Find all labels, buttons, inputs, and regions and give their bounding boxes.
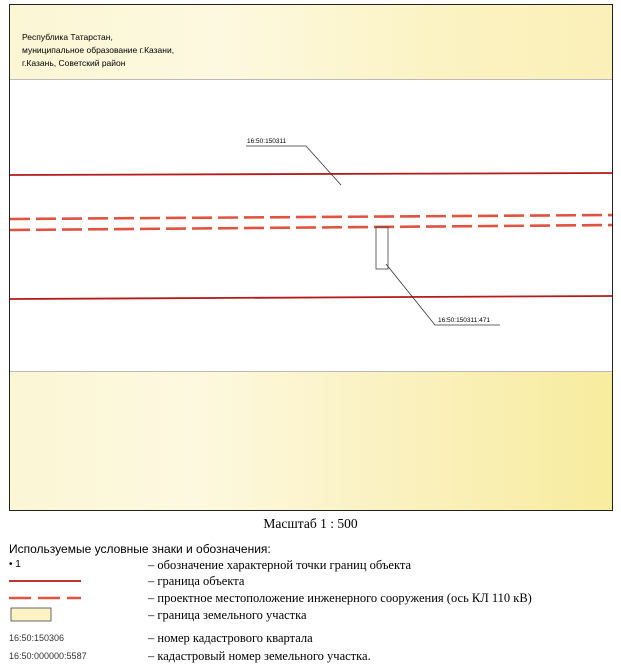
quarter-code-symbol: 16:50:150306 <box>9 633 65 643</box>
legend-row-boundary <box>0 573 621 589</box>
legend-text-quarter: – номер кадастрового квартала <box>148 631 313 645</box>
legend-row-cadastral <box>0 648 621 664</box>
parcel-leader-line <box>386 264 500 325</box>
parcel-code-symbol: 16:50:000000:5587 <box>9 651 87 661</box>
legend-row-axis <box>0 590 621 606</box>
scale-text: Масштаб 1 : 500 <box>263 516 358 531</box>
legend-title: Используемые условные знаки и обозначения: <box>9 542 271 556</box>
parcel-rectangle <box>376 227 388 269</box>
parcel-label: 16:50:150311:471 <box>438 317 490 324</box>
legend-text-parcel: – граница земельного участка <box>148 608 307 622</box>
map-frame <box>9 4 613 511</box>
parcel-boundary-symbol <box>9 607 81 623</box>
legend-text-point: – обозначение характерной точки границ объекта <box>148 558 412 572</box>
cable-axis-line-1 <box>10 215 613 219</box>
location-line-1: Республика Татарстан, <box>22 32 113 42</box>
legend-row-quarter <box>0 630 621 646</box>
object-boundary-top <box>10 173 613 175</box>
point-symbol: • 1 <box>9 559 21 570</box>
location-line-3: г.Казань, Советский район <box>22 58 126 68</box>
axis-line-symbol <box>9 590 81 606</box>
boundary-line-symbol <box>9 573 81 589</box>
legend-row-point <box>0 557 621 573</box>
location-line-2: муниципальное образование г.Казани, <box>22 45 175 55</box>
object-boundary-bottom <box>10 296 613 299</box>
legend-row-parcel <box>0 607 621 623</box>
legend-text-cadastral: – кадастровый номер земельного участка. <box>148 649 371 663</box>
legend-text-boundary: – граница объекта <box>148 574 245 588</box>
map-drawing <box>10 5 613 511</box>
quarter-leader-line <box>246 146 341 185</box>
legend-text-axis: – проектное местоположение инженерного сооружения (ось КЛ 110 кВ) <box>148 591 532 605</box>
quarter-label: 16:50:150311 <box>247 138 287 145</box>
cable-axis-line-2 <box>10 225 613 230</box>
